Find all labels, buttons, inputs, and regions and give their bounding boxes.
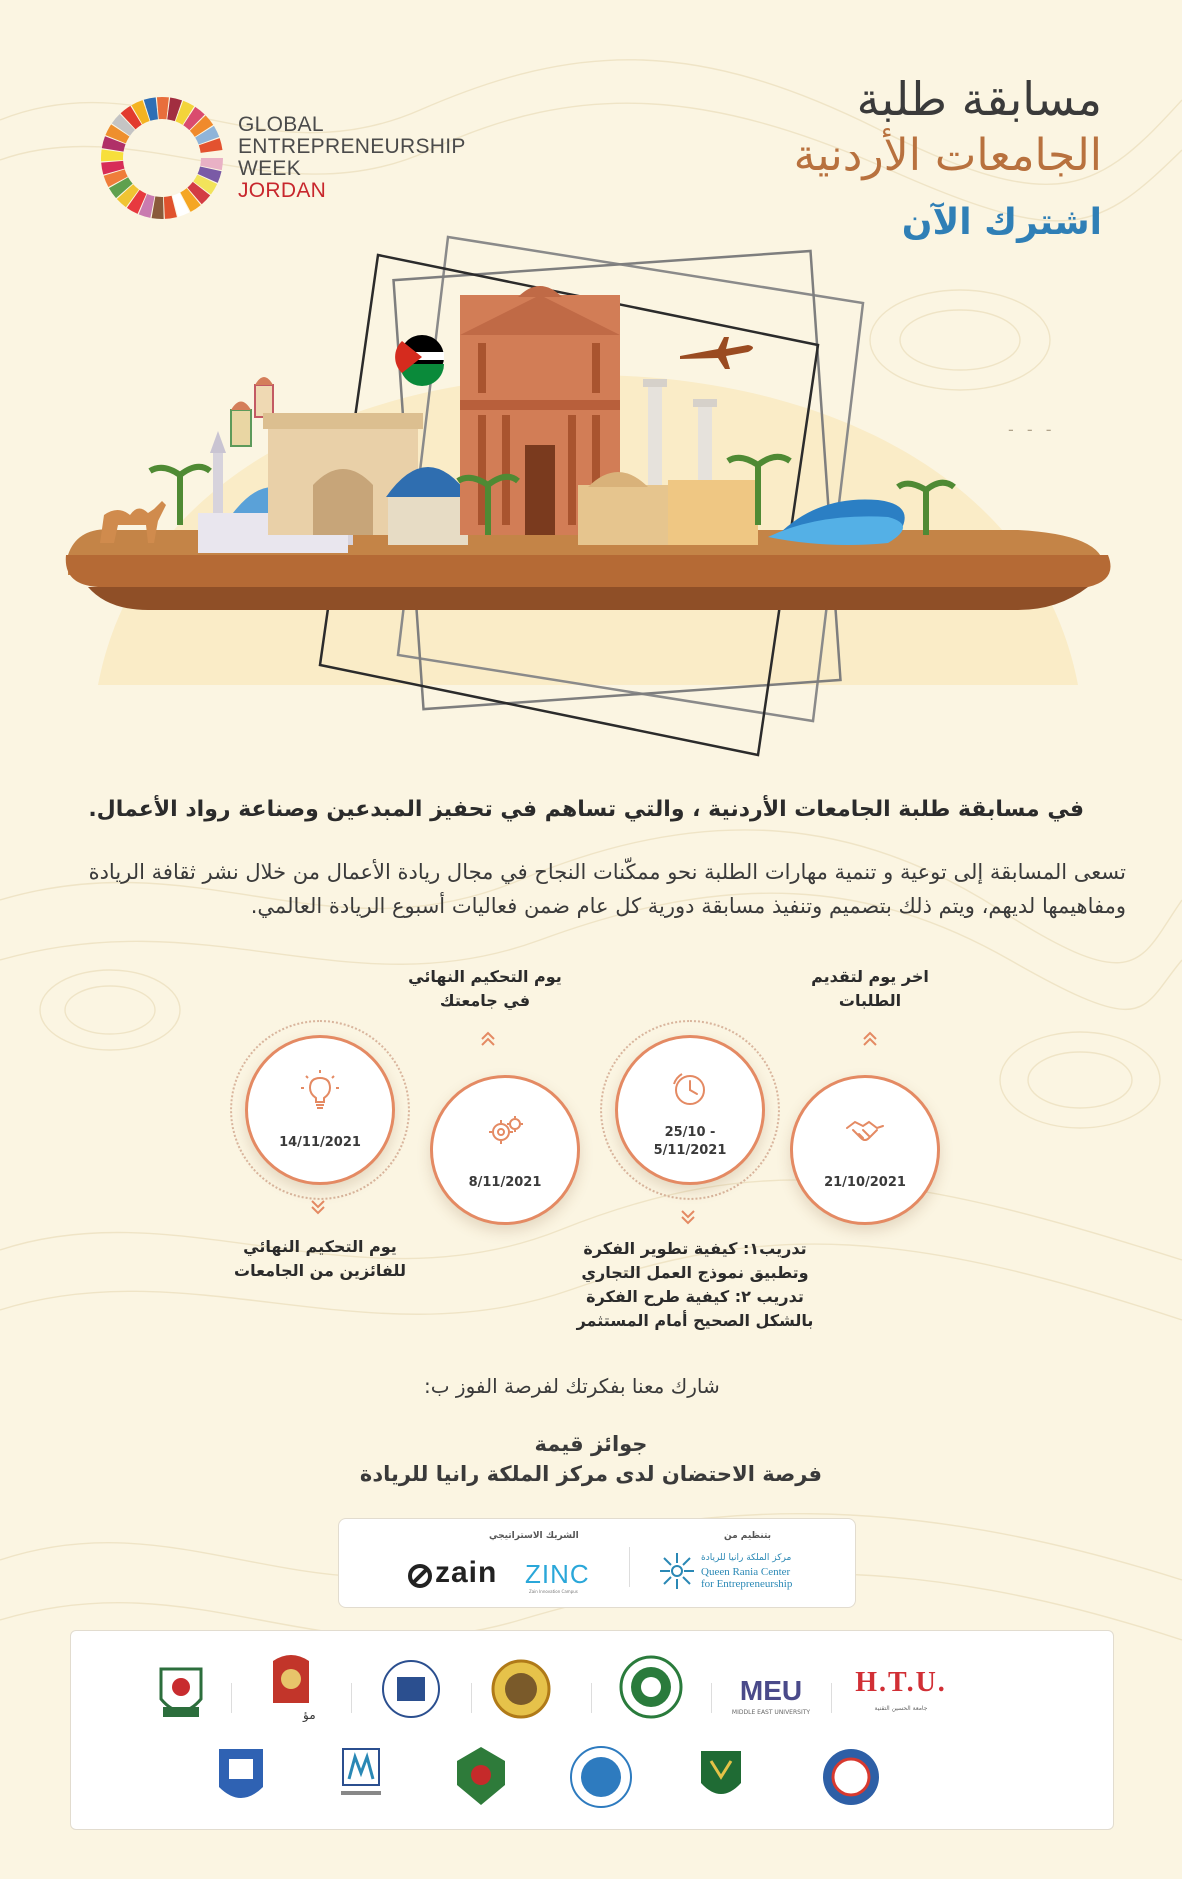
prize-line-2: فرصة الاحتضان لدى مركز الملكة رانيا للريادة — [359, 1462, 823, 1486]
htu-logo — [851, 1653, 951, 1723]
lightbulb-icon — [298, 1068, 342, 1112]
step2-label: تدريب١: كيفية تطوير الفكرة وتطبيق نموذج العمل التجاري تدريب ٢: كيفية طرح الفكرة بالشكل الصحيح أمام المستثمر — [576, 1239, 814, 1330]
lantern-icon — [231, 377, 273, 446]
step-date: 25/10 - 5/11/2021 — [653, 1125, 727, 1158]
handshake-icon — [843, 1108, 887, 1152]
chevron-up-icon — [480, 1030, 496, 1048]
jordan-landmarks-illustration — [58, 225, 1118, 770]
intro-body: تسعى المسابقة إلى توعية و تنمية مهارات الطلبة نحو ممكّنات النجاح في مجال ريادة الأعمال من خلال نشر ثقافة الريادة ومفاهيمها لديهم، ويتم ذلك بتصميم وتنفيذ مسابقة دورية كل عام ضمن فعاليات أسبوع الريادة العالمي. — [88, 860, 1126, 918]
svg-text:مؤ: مؤ — [303, 1708, 316, 1722]
university-logo-icon — [441, 1743, 521, 1813]
timeline-step-1 — [790, 1075, 940, 1225]
htu-subtitle: جامعة الحسين التقنية — [874, 1705, 928, 1712]
step-date: 8/11/2021 — [468, 1175, 542, 1190]
qrce-arabic: مركز الملكة رانيا للريادة — [701, 1553, 792, 1563]
prize-line-1: جوائز قيمة — [534, 1432, 648, 1456]
university-logo-icon — [611, 1651, 691, 1721]
step4-label: يوم التحكيم النهائي للفائزين من الجامعات — [234, 1237, 406, 1280]
join-now-cta[interactable]: اشترك الآن — [901, 202, 1102, 243]
logo-divider — [831, 1683, 832, 1713]
zinc-subtitle: Zain Innovation Campus — [529, 1589, 578, 1594]
logo-divider — [351, 1683, 352, 1713]
university-logo-icon — [141, 1659, 221, 1729]
qrce-logo — [657, 1549, 817, 1599]
chevron-down-icon — [680, 1208, 696, 1226]
qrce-english-line1: Queen Rania Center — [701, 1566, 791, 1578]
strategic-partner-caption: الشريك الاستراتيجي — [489, 1531, 579, 1541]
qrce-star-icon — [657, 1549, 697, 1593]
partner-divider — [629, 1547, 630, 1587]
title-line-1: مسابقة طلبة — [856, 72, 1102, 126]
logo-divider — [231, 1683, 232, 1713]
university-logo-icon — [201, 1743, 281, 1813]
zain-logo-icon — [407, 1563, 433, 1589]
meu-wordmark: MEU — [739, 1675, 803, 1706]
htu-wordmark: H.T.U. — [855, 1667, 947, 1698]
chevron-down-icon — [310, 1198, 326, 1216]
gears-icon — [483, 1108, 527, 1152]
university-logo-icon — [321, 1743, 401, 1813]
step1-label: اخر يوم لتقديم الطلبات — [811, 967, 929, 1010]
timeline-step-3 — [430, 1075, 580, 1225]
timeline-step-2 — [615, 1035, 765, 1185]
clock-icon — [668, 1068, 712, 1112]
logo-divider — [591, 1683, 592, 1713]
title-line-2: الجامعات الأردنية — [793, 130, 1102, 181]
step3-label: يوم التحكيم النهائي في جامعتك — [408, 967, 562, 1010]
university-logo-icon — [371, 1655, 451, 1725]
timeline-step-4 — [245, 1035, 395, 1185]
logo-line-week: WEEK — [238, 157, 302, 181]
meu-subtitle: MIDDLE EAST UNIVERSITY — [731, 1709, 811, 1716]
zain-logo: zain — [435, 1556, 498, 1589]
logo-divider — [471, 1683, 472, 1713]
partners-box — [338, 1518, 856, 1608]
university-logo-icon — [251, 1653, 331, 1723]
meu-logo — [731, 1657, 811, 1727]
logo-line-global: GLOBAL — [238, 113, 324, 136]
university-logo-icon — [811, 1743, 891, 1813]
decorative-dashes: - - - — [1008, 420, 1056, 439]
intro-lead: في مسابقة طلبة الجامعات الأردنية ، والتي تساهم في تحفيز المبدعين وصناعة رواد الأعمال. — [88, 797, 1084, 822]
qrce-english-line2: for Entrepreneurship — [701, 1578, 793, 1590]
university-logo-icon — [481, 1655, 561, 1725]
universities-box — [70, 1630, 1114, 1830]
university-logo-icon — [681, 1743, 761, 1813]
logo-divider — [711, 1683, 712, 1713]
airplane-icon — [680, 337, 753, 369]
gew-ring-icon — [96, 92, 228, 224]
zinc-logo: ZINC — [525, 1559, 590, 1589]
participate-cta: شارك معنا بفكرتك لفرصة الفوز ب: — [424, 1374, 720, 1398]
logo-line-jordan: JORDAN — [238, 179, 327, 203]
gew-jordan-logo — [96, 92, 466, 232]
organizer-caption: بتنظيم من — [724, 1531, 772, 1541]
jordan-flag-icon — [395, 335, 444, 386]
step-date: 14/11/2021 — [279, 1135, 361, 1150]
step-date: 21/10/2021 — [824, 1175, 906, 1190]
chevron-up-icon — [862, 1030, 878, 1048]
university-logo-icon — [561, 1743, 641, 1813]
qrce-english — [701, 1566, 792, 1590]
logo-line-entrepreneurship: ENTREPRENEURSHIP — [238, 135, 466, 159]
